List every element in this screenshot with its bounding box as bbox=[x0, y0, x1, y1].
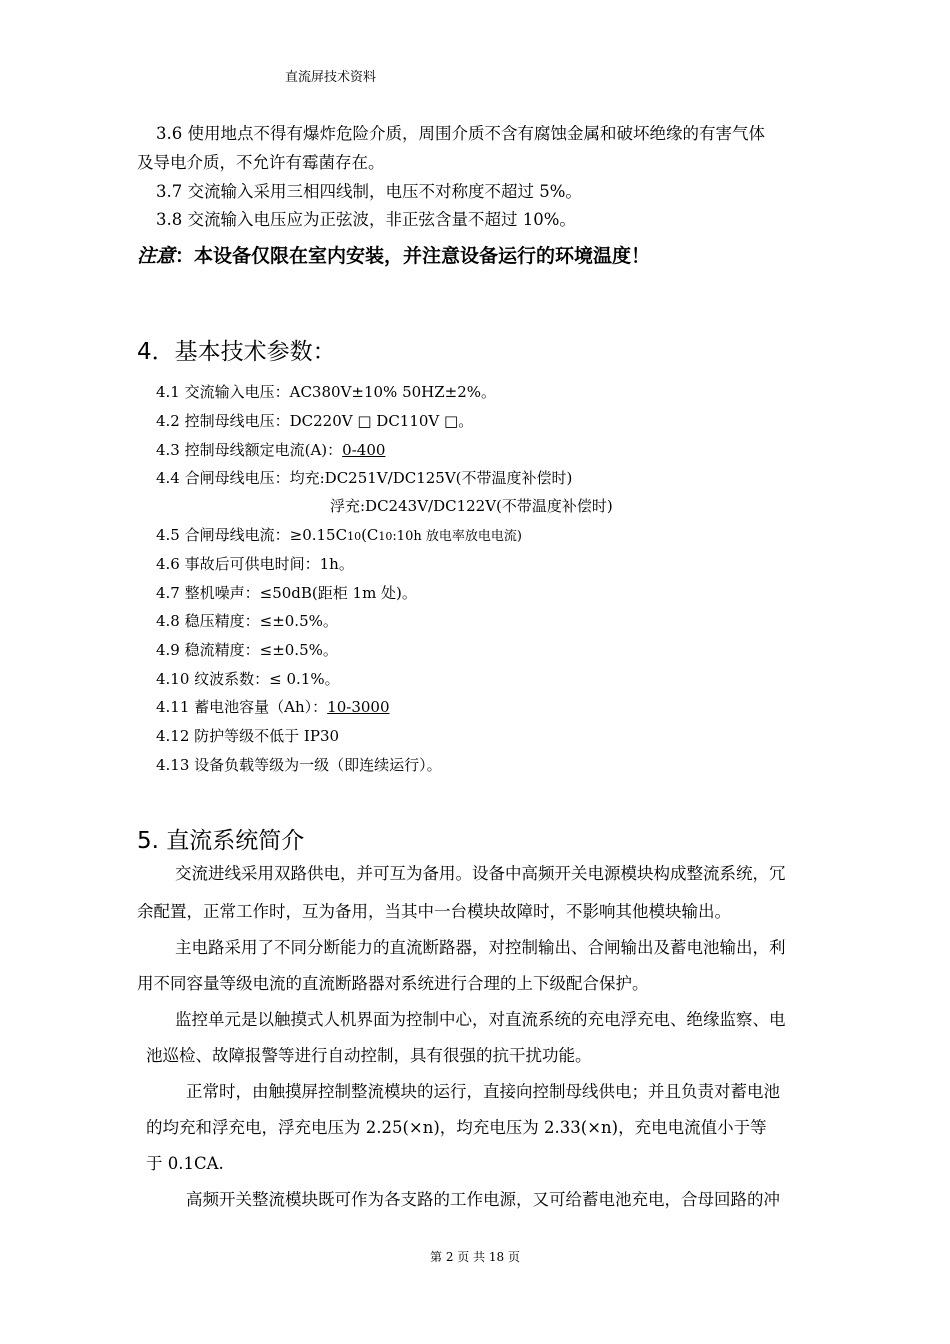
item-text: 4.5 合闸母线电流：≥0.15C bbox=[156, 526, 348, 544]
item-text: (C bbox=[361, 526, 379, 544]
paragraph-line: 3.6 使用地点不得有爆炸危险介质，周围介质不含有腐蚀金属和破坏绝缘的有害气体 bbox=[156, 124, 765, 143]
section-heading: 4．基本技术参数： bbox=[137, 339, 336, 365]
underlined-value: 10-3000 bbox=[327, 698, 390, 716]
subscript: 10 bbox=[347, 530, 362, 543]
list-item: 4.13 设备负载等级为一级（即连续运行）。 bbox=[156, 756, 442, 774]
paragraph-line: 及导电介质，不允许有霉菌存在。 bbox=[137, 153, 385, 172]
list-item: 4.12 防护等级不低于 IP30 bbox=[156, 727, 340, 745]
paragraph-line: 用不同容量等级电流的直流断路器对系统进行合理的上下级配合保护。 bbox=[137, 974, 649, 993]
list-item: 4.8 稳压精度：≤±0.5%。 bbox=[156, 612, 338, 630]
paragraph-line: 主电路采用了不同分断能力的直流断路器，对控制输出、合闸输出及蓄电池输出，利 bbox=[175, 938, 786, 957]
section-heading: 5. 直流系统简介 bbox=[137, 828, 305, 854]
paragraph-line: 正常时，由触摸屏控制整流模块的运行，直接向控制母线供电；并且负责对蓄电池 bbox=[186, 1082, 780, 1101]
list-item bbox=[156, 528, 522, 543]
subscript: 10 bbox=[378, 530, 393, 543]
paragraph-line: 于 0.1CA. bbox=[146, 1154, 224, 1173]
paragraph-line: 高频开关整流模块既可作为各支路的工作电源，又可给蓄电池充电，合母回路的冲 bbox=[186, 1190, 780, 1209]
paragraph-line: 池巡检、故障报警等进行自动控制，具有很强的抗干扰功能。 bbox=[146, 1046, 592, 1065]
paragraph-line: 3.8 交流输入电压应为正弦波，非正弦含量不超过 10%。 bbox=[156, 210, 576, 229]
list-item: 4.7 整机噪声：≤50dB(距柜 1m 处)。 bbox=[156, 584, 417, 602]
paragraph-line: 监控单元是以触摸式人机界面为控制中心，对直流系统的充电浮充电、绝缘监察、电 bbox=[175, 1010, 786, 1029]
paragraph-line: 余配置，正常工作时，互为备用，当其中一台模块故障时，不影响其他模块输出。 bbox=[137, 902, 731, 921]
list-item bbox=[156, 700, 390, 715]
warning-note bbox=[137, 241, 650, 268]
list-item: 浮充:DC243V/DC122V(不带温度补偿时) bbox=[330, 497, 613, 515]
list-item: 4.1 交流输入电压：AC380V±10% 50HZ±2%。 bbox=[156, 383, 497, 401]
list-item: 4.2 控制母线电压：DC220V □ DC110V □。 bbox=[156, 412, 474, 430]
list-item: 4.10 纹波系数：≤ 0.1%。 bbox=[156, 670, 340, 688]
note-text: ：本设备仅限在室内安装，并注意设备运行的环境温度！ bbox=[175, 245, 651, 267]
page-footer: 第 2 页 共 18 页 bbox=[430, 1250, 520, 1264]
paragraph-line: 的均充和浮充电，浮充电压为 2.25(×n)，均充电压为 2.33(×n)，充电电流值小于等 bbox=[146, 1118, 767, 1137]
page-header: 直流屏技术资料 bbox=[285, 70, 377, 85]
item-text: 4.11 蓄电池容量（Ah）： bbox=[156, 698, 328, 716]
list-item bbox=[156, 443, 385, 458]
item-text: :10h 放电率放电电流) bbox=[392, 529, 522, 544]
paragraph-line: 交流进线采用双路供电，并可互为备用。设备中高频开关电源模块构成整流系统，冗 bbox=[175, 864, 786, 883]
list-item: 4.9 稳流精度：≤±0.5%。 bbox=[156, 641, 338, 659]
underlined-value: 0-400 bbox=[342, 441, 386, 459]
paragraph-line: 3.7 交流输入采用三相四线制，电压不对称度不超过 5%。 bbox=[156, 182, 582, 201]
list-item: 4.6 事故后可供电时间：1h。 bbox=[156, 555, 354, 573]
list-item: 4.4 合闸母线电压：均充:DC251V/DC125V(不带温度补偿时) bbox=[156, 469, 573, 487]
item-text: 4.3 控制母线额定电流(A)： bbox=[156, 441, 343, 459]
note-label: 注意 bbox=[137, 245, 176, 267]
